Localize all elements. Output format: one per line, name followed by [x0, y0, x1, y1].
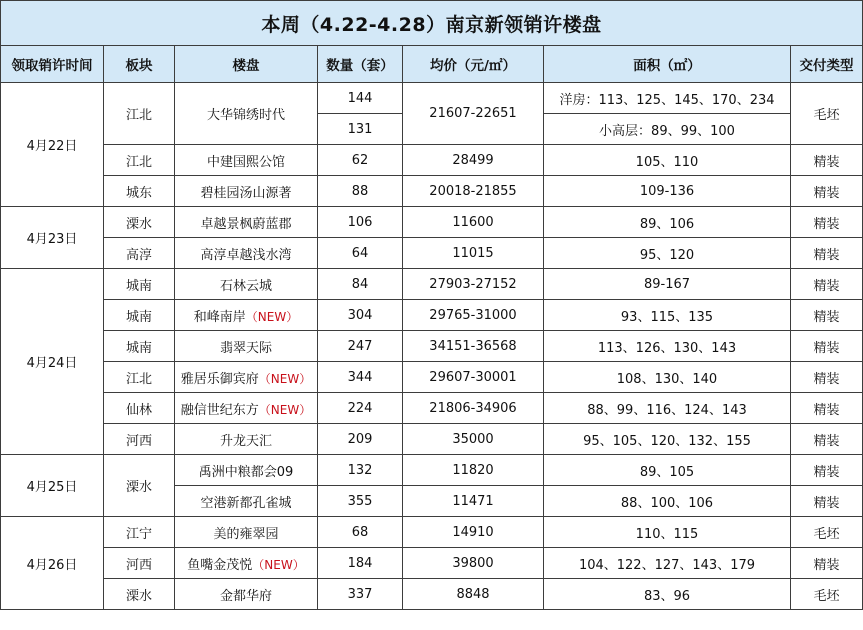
price-cell: 35000 — [403, 424, 544, 455]
district-cell: 河西 — [104, 548, 175, 579]
units-cell: 64 — [318, 238, 403, 269]
project-name: 融信世纪东方 — [180, 402, 259, 418]
district-cell: 城南 — [104, 300, 175, 331]
project-cell — [175, 83, 318, 145]
units-cell: 88 — [318, 176, 403, 207]
district-cell: 河西 — [104, 424, 175, 455]
project-name: 翡翠天际 — [219, 340, 272, 356]
district-cell: 仙林 — [104, 393, 175, 424]
project-cell — [175, 238, 318, 269]
table-row — [1, 455, 863, 486]
delivery-cell: 精装 — [791, 238, 863, 269]
delivery-cell: 精装 — [791, 269, 863, 300]
area-cell: 88、99、116、124、143 — [544, 393, 791, 424]
new-badge: （NEW） — [245, 309, 299, 324]
district-cell: 江北 — [104, 362, 175, 393]
project-cell — [175, 331, 318, 362]
delivery-cell: 毛坯 — [791, 83, 863, 145]
table-row — [1, 362, 863, 393]
project-cell — [175, 176, 318, 207]
area-cell: 113、126、130、143 — [544, 331, 791, 362]
district-cell: 溧水 — [104, 579, 175, 610]
price-cell: 34151-36568 — [403, 331, 544, 362]
project-name: 石林云城 — [219, 278, 272, 294]
price-cell: 39800 — [403, 548, 544, 579]
area-cell: 93、115、135 — [544, 300, 791, 331]
units-cell: 337 — [318, 579, 403, 610]
project-cell — [175, 269, 318, 300]
table-row — [1, 269, 863, 300]
units-cell: 209 — [318, 424, 403, 455]
area-cell: 89-167 — [544, 269, 791, 300]
new-badge: （NEW） — [258, 371, 312, 386]
area-cell: 89、106 — [544, 207, 791, 238]
price-cell: 11015 — [403, 238, 544, 269]
area-cell: 104、122、127、143、179 — [544, 548, 791, 579]
district-cell: 城南 — [104, 269, 175, 300]
price-cell: 21806-34906 — [403, 393, 544, 424]
price-cell: 28499 — [403, 145, 544, 176]
project-name: 碧桂园汤山源著 — [200, 185, 292, 201]
project-cell — [175, 362, 318, 393]
table-row — [1, 176, 863, 207]
permit-date-cell: 4月25日 — [1, 455, 104, 517]
project-name: 和峰南岸 — [193, 309, 246, 325]
district-cell: 溧水 — [104, 207, 175, 238]
project-name: 卓越景枫蔚蓝郡 — [200, 216, 292, 232]
project-name: 鱼嘴金茂悦 — [187, 557, 253, 573]
table-title: 本周（4.22-4.28）南京新领销许楼盘 — [1, 1, 863, 46]
table-body — [1, 1, 863, 610]
project-name: 美的雍翠园 — [213, 526, 279, 542]
project-cell — [175, 455, 318, 486]
header-district: 板块 — [104, 46, 175, 83]
project-name: 中建国熙公馆 — [206, 154, 285, 170]
table-row — [1, 517, 863, 548]
price-cell: 21607-22651 — [403, 83, 544, 145]
area-cell: 洋房：113、125、145、170、234 — [544, 83, 791, 114]
table-row — [1, 238, 863, 269]
table-row — [1, 207, 863, 238]
permit-date-cell: 4月22日 — [1, 83, 104, 207]
units-cell: 247 — [318, 331, 403, 362]
area-cell: 95、120 — [544, 238, 791, 269]
table-row — [1, 579, 863, 610]
units-cell: 131 — [318, 114, 403, 145]
header-price: 均价（元/㎡） — [403, 46, 544, 83]
project-cell — [175, 393, 318, 424]
district-cell: 城南 — [104, 331, 175, 362]
delivery-cell: 精装 — [791, 331, 863, 362]
table-row — [1, 83, 863, 114]
header-project: 楼盘 — [175, 46, 318, 83]
table-row — [1, 424, 863, 455]
units-cell: 344 — [318, 362, 403, 393]
price-cell: 14910 — [403, 517, 544, 548]
header-area: 面积（㎡） — [544, 46, 791, 83]
delivery-cell: 精装 — [791, 300, 863, 331]
delivery-cell: 毛坯 — [791, 579, 863, 610]
units-cell: 144 — [318, 83, 403, 114]
delivery-cell: 精装 — [791, 393, 863, 424]
price-cell: 11471 — [403, 486, 544, 517]
project-cell — [175, 517, 318, 548]
title-row — [1, 1, 863, 46]
area-cell: 109-136 — [544, 176, 791, 207]
project-name: 高淳卓越浅水湾 — [200, 247, 292, 263]
area-cell: 105、110 — [544, 145, 791, 176]
district-cell: 江北 — [104, 145, 175, 176]
project-name: 大华锦绣时代 — [206, 108, 285, 123]
project-name: 空港新都孔雀城 — [200, 495, 292, 511]
units-cell: 304 — [318, 300, 403, 331]
project-cell — [175, 424, 318, 455]
units-cell: 355 — [318, 486, 403, 517]
table-row — [1, 331, 863, 362]
header-delivery: 交付类型 — [791, 46, 863, 83]
price-cell: 27903-27152 — [403, 269, 544, 300]
district-cell: 溧水 — [104, 455, 175, 517]
price-cell: 29607-30001 — [403, 362, 544, 393]
delivery-cell: 精装 — [791, 424, 863, 455]
area-cell: 83、96 — [544, 579, 791, 610]
delivery-cell: 精装 — [791, 176, 863, 207]
permit-date-cell: 4月23日 — [1, 207, 104, 269]
project-name: 禹洲中粮都会09 — [198, 464, 294, 480]
area-cell: 89、105 — [544, 455, 791, 486]
units-cell: 84 — [318, 269, 403, 300]
project-name: 雅居乐御宾府 — [180, 371, 259, 387]
delivery-cell: 精装 — [791, 486, 863, 517]
project-name: 升龙天汇 — [219, 433, 272, 449]
header-units: 数量（套） — [318, 46, 403, 83]
project-cell — [175, 145, 318, 176]
district-cell: 城东 — [104, 176, 175, 207]
units-cell: 68 — [318, 517, 403, 548]
delivery-cell: 精装 — [791, 145, 863, 176]
table-row — [1, 548, 863, 579]
permit-date-cell: 4月26日 — [1, 517, 104, 610]
units-cell: 106 — [318, 207, 403, 238]
delivery-cell: 精装 — [791, 455, 863, 486]
table-row — [1, 393, 863, 424]
area-cell: 小高层：89、99、100 — [544, 114, 791, 145]
delivery-cell: 毛坯 — [791, 517, 863, 548]
delivery-cell: 精装 — [791, 207, 863, 238]
project-cell — [175, 300, 318, 331]
table-row — [1, 300, 863, 331]
delivery-cell: 精装 — [791, 362, 863, 393]
header-row — [1, 46, 863, 83]
units-cell: 62 — [318, 145, 403, 176]
price-cell: 11600 — [403, 207, 544, 238]
price-cell: 11820 — [403, 455, 544, 486]
delivery-cell: 精装 — [791, 548, 863, 579]
new-badge: （NEW） — [252, 557, 305, 572]
project-cell — [175, 548, 318, 579]
area-cell: 110、115 — [544, 517, 791, 548]
permit-date-cell: 4月24日 — [1, 269, 104, 455]
price-cell: 29765-31000 — [403, 300, 544, 331]
table-row — [1, 145, 863, 176]
project-cell — [175, 207, 318, 238]
area-cell: 108、130、140 — [544, 362, 791, 393]
header-permit-date: 领取销许时间 — [1, 46, 104, 83]
project-name: 金都华府 — [219, 588, 272, 604]
district-cell: 江北 — [104, 83, 175, 145]
price-cell: 20018-21855 — [403, 176, 544, 207]
price-cell: 8848 — [403, 579, 544, 610]
area-cell: 95、105、120、132、155 — [544, 424, 791, 455]
district-cell: 高淳 — [104, 238, 175, 269]
project-cell — [175, 579, 318, 610]
area-cell: 88、100、106 — [544, 486, 791, 517]
units-cell: 132 — [318, 455, 403, 486]
new-badge: （NEW） — [258, 402, 312, 417]
units-cell: 184 — [318, 548, 403, 579]
units-cell: 224 — [318, 393, 403, 424]
project-cell — [175, 486, 318, 517]
district-cell: 江宁 — [104, 517, 175, 548]
